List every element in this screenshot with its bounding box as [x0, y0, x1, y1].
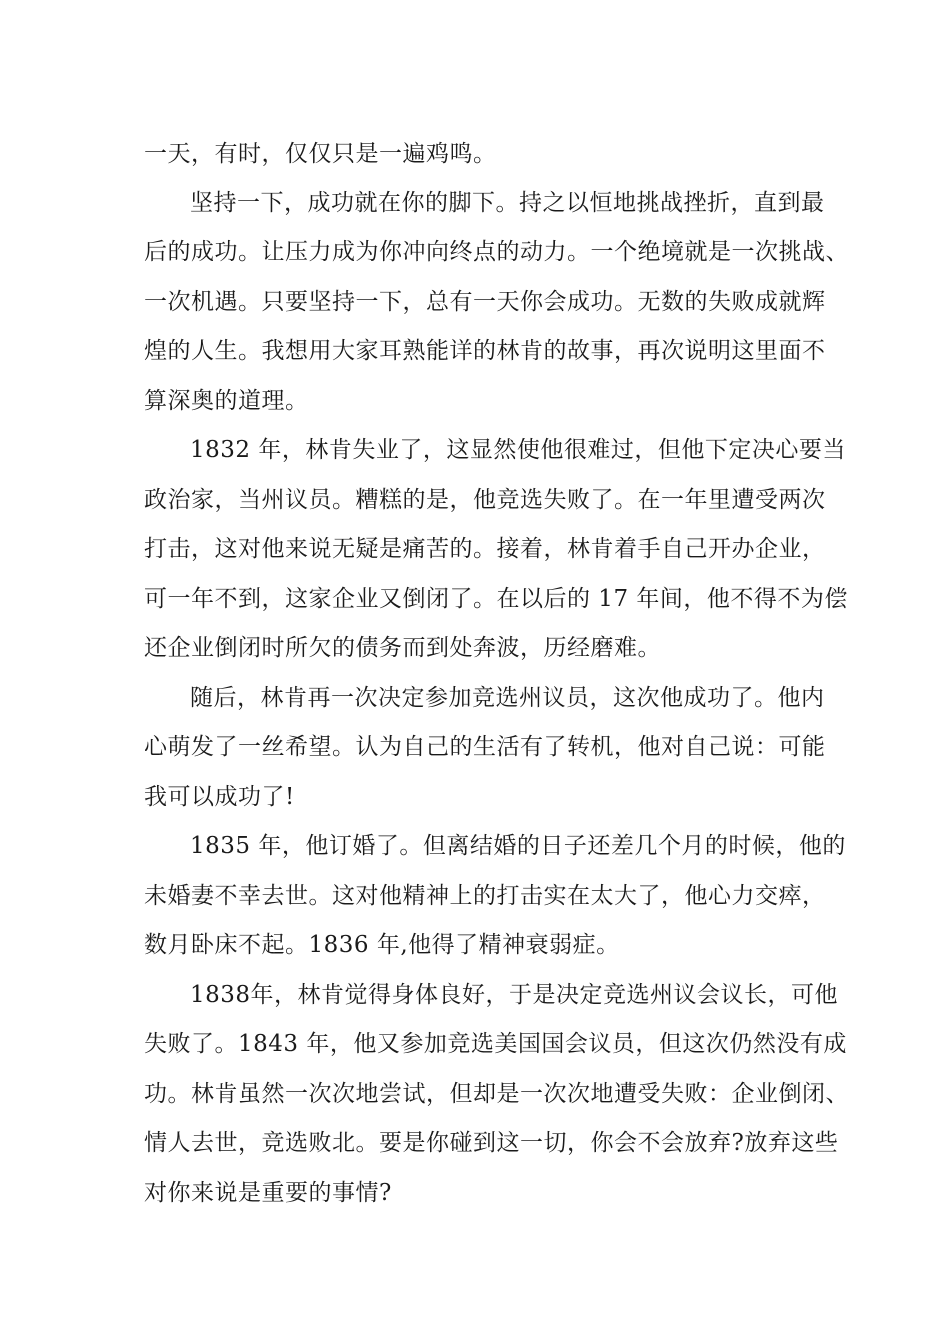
- text-line: 心萌发了一丝希望。认为自己的生活有了转机，他对自己说：可能: [144, 734, 826, 760]
- text-line: 对你来说是重要的事情?: [144, 1180, 392, 1206]
- text-line: 打击，这对他来说无疑是痛苦的。接着，林肯着手自己开办企业，: [144, 536, 826, 562]
- text-line: 算深奥的道理。: [144, 388, 309, 414]
- text-line: 还企业倒闭时所欠的债务而到处奔波，历经磨难。: [144, 635, 661, 661]
- text-line: 政治家，当州议员。糟糕的是，他竞选失败了。在一年里遭受两次: [144, 487, 826, 513]
- text-line: 一次机遇。只要坚持一下，总有一天你会成功。无数的失败成就辉: [144, 289, 826, 315]
- text-line: 随后，林肯再一次决定参加竞选州议员，这次他成功了。他内: [190, 685, 825, 711]
- text-line: 我可以成功了!: [144, 784, 295, 810]
- text-line: 坚持一下，成功就在你的脚下。持之以恒地挑战挫折，直到最: [190, 190, 825, 216]
- text-line: 情人去世，竞选败北。要是你碰到这一切，你会不会放弃?放弃这些: [144, 1130, 839, 1156]
- text-line: 功。林肯虽然一次次地尝试，但却是一次次地遭受失败：企业倒闭、: [144, 1081, 849, 1107]
- text-line: 一天，有时，仅仅只是一遍鸡鸣。: [144, 141, 497, 167]
- text-line: 未婚妻不幸去世。这对他精神上的打击实在太大了，他心力交瘁，: [144, 883, 826, 909]
- text-line: 失败了。1843 年，他又参加竞选美国国会议员，但这次仍然没有成: [144, 1031, 847, 1057]
- text-line: 1838年，林肯觉得身体良好，于是决定竞选州议会议长，可他: [190, 982, 839, 1008]
- text-line: 后的成功。让压力成为你冲向终点的动力。一个绝境就是一次挑战、: [144, 239, 849, 265]
- text-line: 1835 年，他订婚了。但离结婚的日子还差几个月的时候，他的: [190, 833, 846, 859]
- text-line: 数月卧床不起。1836 年,他得了精神衰弱症。: [144, 932, 620, 958]
- text-line: 1832 年，林肯失业了，这显然使他很难过，但他下定决心要当: [190, 437, 846, 463]
- text-line: 可一年不到，这家企业又倒闭了。在以后的 17 年间，他不得不为偿: [144, 586, 848, 612]
- text-line: 煌的人生。我想用大家耳熟能详的林肯的故事，再次说明这里面不: [144, 338, 826, 364]
